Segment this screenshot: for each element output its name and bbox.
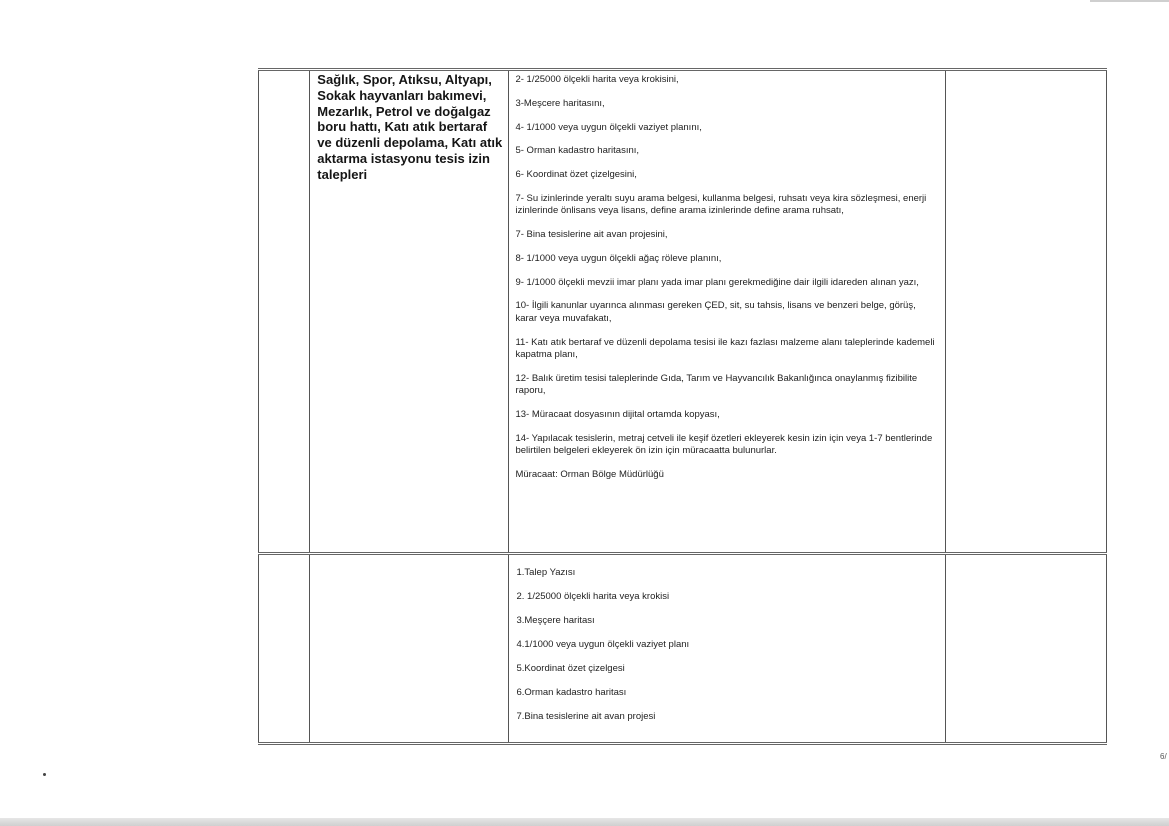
requirement-item: 4- 1/1000 veya uygun ölçekli vaziyet planını, bbox=[515, 121, 702, 133]
permit-subject: Sağlık, Spor, Atıksu, Altyapı, Sokak hayvanları bakımevi, Mezarlık, Petrol ve doğalgaz boru hattı, Katı atık bertaraf ve düzenli depolama, Katı atık aktarma istasyonu tesis izin talepleri bbox=[317, 72, 503, 182]
permit-subject bbox=[310, 555, 508, 556]
requirement-item: 7- Bina tesislerine ait avan projesini, bbox=[515, 229, 668, 241]
page-number: 6/ bbox=[1160, 752, 1167, 761]
requirement-item: 9- 1/1000 ölçekli mevzii imar planı yada imar planı gerekmediğine dair ilgili idareden alınan yazı, bbox=[515, 276, 919, 288]
requirement-item: 13- Müracaat dosyasının dijital ortamda kopyası, bbox=[515, 408, 720, 420]
subject-cell bbox=[310, 554, 509, 744]
requirement-item: 14- Yapılacak tesislerin, metraj cetveli ile keşif özetleri ekleyerek kesin izin için veya 1-7 bentlerinde belirtilen belgeleri ekleyerek ön izin için müracaatta bulunurlar. bbox=[515, 432, 933, 456]
subject-cell bbox=[310, 70, 509, 554]
requirement-item: 7- Su izinlerinde yeraltı suyu arama belgesi, kullanma belgesi, ruhsatı veya kira sözleşmesi, enerji izinlerinde önlisans veya lisans, define arama izinlerinde define arama ruhsatı, bbox=[515, 192, 927, 217]
requirements-list bbox=[509, 71, 945, 481]
table-row bbox=[259, 554, 1107, 744]
requirement-item: 6- Koordinat özet çizelgesini, bbox=[515, 169, 637, 181]
empty-cell bbox=[259, 70, 310, 554]
permit-requirements-table bbox=[258, 68, 1107, 745]
requirement-item: 7.Bina tesislerine ait avan projesi bbox=[516, 710, 656, 722]
empty-cell bbox=[259, 554, 310, 744]
requirement-item: 10- İlgili kanunlar uyarınca alınması gereken ÇED, sit, su tahsis, lisans ve benzeri belge, görüş, karar veya muvafakatı, bbox=[515, 300, 916, 324]
requirement-item: 3.Meşçere haritası bbox=[516, 614, 595, 626]
requirement-item: 4.1/1000 veya uygun ölçekli vaziyet planı bbox=[516, 638, 690, 650]
requirements-list bbox=[509, 555, 945, 723]
requirements-cell bbox=[509, 70, 946, 554]
requirement-item: 5- Orman kadastro haritasını, bbox=[515, 145, 640, 157]
requirement-item: 12- Balık üretim tesisi taleplerinde Gıda, Tarım ve Hayvancılık Bakanlığınca onaylanmış fizibilite raporu, bbox=[515, 372, 918, 396]
requirements-cell bbox=[509, 554, 946, 744]
table-row bbox=[259, 70, 1107, 554]
empty-cell bbox=[946, 70, 1107, 554]
requirement-item: 8- 1/1000 veya uygun ölçekli ağaç röleve planını, bbox=[515, 252, 722, 264]
application-office: Müracaat: Orman Bölge Müdürlüğü bbox=[515, 468, 664, 480]
scan-edge-band bbox=[0, 818, 1169, 826]
requirement-item: 11- Katı atık bertaraf ve düzenli depolama tesisi ile kazı fazlası malzeme alanı taleplerinde kademeli kapatma planı, bbox=[515, 336, 935, 360]
requirement-item: 2- 1/25000 ölçekli harita veya krokisini, bbox=[515, 74, 679, 85]
scan-speck bbox=[43, 773, 46, 776]
requirement-item: 1.Talep Yazısı bbox=[516, 567, 576, 578]
requirement-item: 6.Orman kadastro haritası bbox=[516, 686, 627, 698]
empty-cell bbox=[946, 554, 1107, 744]
scan-edge-line bbox=[1090, 0, 1169, 2]
requirement-item: 2. 1/25000 ölçekli harita veya krokisi bbox=[516, 590, 670, 602]
requirement-item: 5.Koordinat özet çizelgesi bbox=[516, 662, 625, 674]
requirement-item: 3-Meşcere haritasını, bbox=[515, 97, 605, 109]
